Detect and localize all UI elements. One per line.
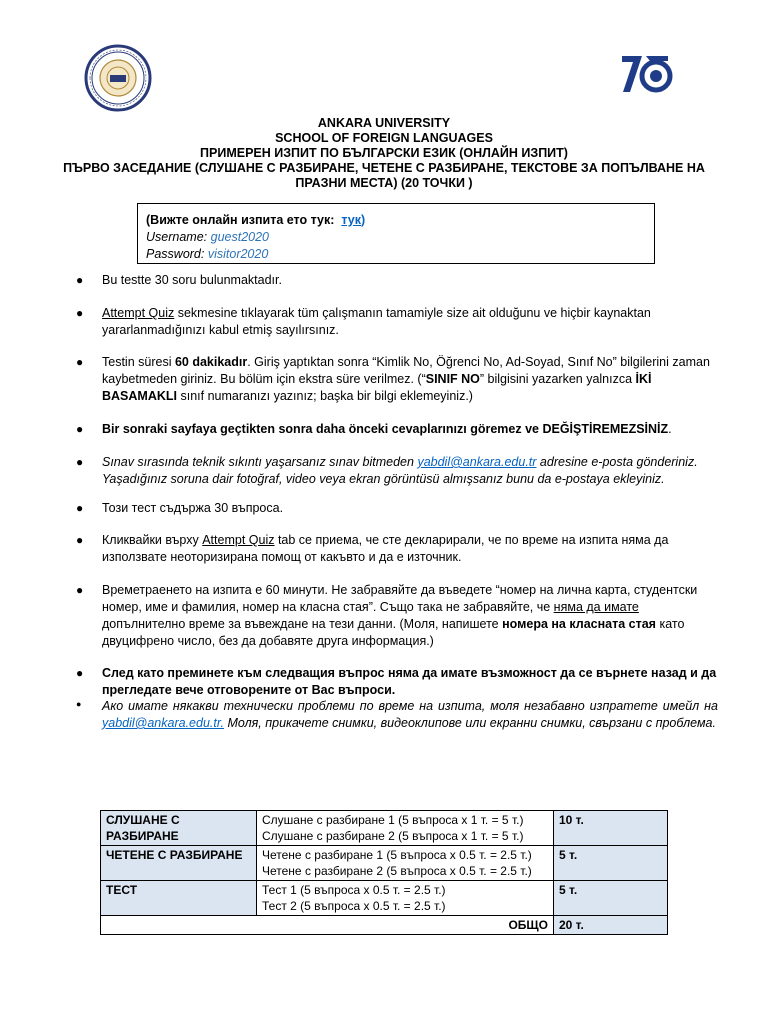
list-item bbox=[74, 421, 718, 438]
detail-line: Тест 1 (5 въпроса х 0.5 т. = 2.5 т.) bbox=[262, 883, 446, 897]
university-title: ANKARA UNIVERSITY bbox=[317, 116, 451, 130]
list-item bbox=[74, 582, 718, 650]
instruction-segment: допълнително време за въвеждане на тези данни. (Моля, напишете bbox=[102, 617, 503, 631]
bullet-icon: ● bbox=[76, 501, 84, 515]
password-label: Password: bbox=[146, 247, 205, 261]
instruction-segment: Времетраенето на изпита е 60 минути. Не забравяйте да въведете “номер на лична карта, студентски номер, име и фамилия, номер на класна стая”. Също така не забравяйте, че bbox=[102, 583, 698, 614]
instruction-text: След като преминете към следващия въпрос няма да имате възможност да се върнете назад и да прегледате вече отговорените от Вас въпроси. bbox=[102, 666, 717, 697]
instruction-text bbox=[102, 305, 718, 339]
access-close: ) bbox=[361, 213, 366, 227]
table-row bbox=[101, 881, 668, 916]
score-table bbox=[100, 810, 668, 935]
detail-line: Слушане с разбиране 1 (5 въпроса х 1 т. = 5 т.) bbox=[262, 813, 524, 827]
bullet-icon: ● bbox=[76, 533, 84, 547]
instruction-segment: Моля, прикачете снимки, видеоклипове или екранни снимки, свързани с проблема. bbox=[224, 716, 716, 730]
bullet-icon: ● bbox=[76, 273, 84, 287]
list-item bbox=[74, 272, 718, 289]
bullet-icon: ● bbox=[76, 666, 84, 680]
username-label: Username: bbox=[146, 230, 208, 244]
instruction-segment: Sınav sırasında teknik sıkıntı yaşarsanız sınav bitmeden bbox=[102, 455, 418, 469]
list-item bbox=[74, 454, 718, 488]
instruction-text bbox=[102, 454, 718, 488]
instruction-bold: İKİ BASAMAKLI bbox=[102, 372, 652, 403]
support-email-link-bg[interactable]: yabdil@ankara.edu.tr. bbox=[102, 716, 225, 730]
table-row bbox=[101, 811, 668, 846]
access-intro: (Вижте онлайн изпита ето тук: bbox=[146, 213, 335, 227]
instruction-text: Bu testte 30 soru bulunmaktadır. bbox=[102, 273, 282, 287]
instruction-segment: Testin süresi bbox=[102, 355, 175, 369]
exam-link[interactable]: тук bbox=[341, 213, 362, 227]
instruction-text bbox=[102, 354, 718, 405]
total-label: ОБЩО bbox=[101, 916, 554, 935]
instruction-segment: Ако имате някакви технически проблеми по време на изпита, моля незабавно изпратете имейл на bbox=[102, 699, 718, 713]
section-cell: ТЕСТ bbox=[101, 881, 257, 916]
points-cell: 5 т. bbox=[554, 881, 668, 916]
instruction-segment: . bbox=[668, 422, 672, 436]
instruction-bold: 60 dakikadır bbox=[174, 355, 248, 369]
instruction-segment: sekmesine tıklayarak tüm çalışmanın tamamiyle size ait olduğunu ve hiçbir kaynaktan yararlanmadığınızı kabul etmiş sayılırsınız. bbox=[102, 306, 651, 337]
anniversary-75-logo bbox=[620, 52, 674, 98]
total-points: 20 т. bbox=[554, 916, 668, 935]
bullet-icon: ● bbox=[76, 699, 82, 709]
access-intro-line bbox=[146, 212, 654, 229]
school-title: SCHOOL OF FOREIGN LANGUAGES bbox=[275, 131, 493, 145]
instruction-segment: Кликвайки върху bbox=[102, 533, 203, 547]
password-line bbox=[146, 246, 654, 263]
list-item bbox=[74, 532, 718, 566]
instruction-segment: като двуцифрено число, без да добавяте друга информация.) bbox=[102, 617, 685, 648]
instruction-text bbox=[102, 698, 718, 732]
instruction-text bbox=[102, 582, 718, 650]
list-item bbox=[74, 665, 718, 699]
instruction-bold: номера на класната стая bbox=[502, 617, 656, 631]
instruction-segment: sınıf numaranızı yazınız; başka bir bilgi eklemeyiniz.) bbox=[177, 389, 473, 403]
exam-title: ПРИМЕРЕН ИЗПИТ ПО БЪЛГАРСКИ ЕЗИК (ОНЛАЙН ИЗПИТ) bbox=[200, 146, 568, 160]
support-email-link[interactable]: yabdil@ankara.edu.tr bbox=[417, 455, 537, 469]
detail-line: Слушане с разбиране 2 (5 въпроса х 1 т. = 5 т.) bbox=[262, 829, 524, 843]
points-cell: 10 т. bbox=[554, 811, 668, 846]
detail-cell bbox=[257, 811, 554, 846]
table-row bbox=[101, 846, 668, 881]
username-line bbox=[146, 229, 654, 246]
detail-line: Четене с разбиране 2 (5 въпроса х 0.5 т. = 2.5 т.) bbox=[262, 864, 532, 878]
table-total-row bbox=[101, 916, 668, 935]
bullet-icon: ● bbox=[76, 355, 84, 369]
points-cell: 5 т. bbox=[554, 846, 668, 881]
list-item bbox=[74, 305, 718, 339]
instruction-segment: ” bilgisini yazarken yalnızca bbox=[479, 372, 636, 386]
section-cell: ЧЕТЕНЕ С РАЗБИРАНЕ bbox=[101, 846, 257, 881]
detail-line: Четене с разбиране 1 (5 въпроса х 0.5 т. = 2.5 т.) bbox=[262, 848, 532, 862]
instruction-segment: adresine e-posta gönderiniz. Yaşadığınız soruna dair fotoğraf, video veya ekran görüntüsü almışsanız bunu da e-postaya ekleyiniz. bbox=[102, 455, 698, 486]
attempt-quiz-link-bg[interactable]: Attempt Quiz bbox=[202, 533, 275, 547]
detail-cell bbox=[257, 846, 554, 881]
ankara-university-seal-logo bbox=[84, 44, 152, 112]
document-header bbox=[50, 116, 718, 191]
instruction-text bbox=[102, 532, 718, 566]
instruction-text: Този тест съдържа 30 въпроса. bbox=[102, 501, 284, 515]
detail-line: Тест 2 (5 въпроса х 0.5 т. = 2.5 т.) bbox=[262, 899, 446, 913]
instruction-bold: SINIF NO bbox=[425, 372, 480, 386]
bullet-icon: ● bbox=[76, 422, 84, 436]
section-cell: СЛУШАНЕ С РАЗБИРАНЕ bbox=[101, 811, 257, 846]
list-item bbox=[74, 500, 718, 517]
attempt-quiz-link[interactable]: Attempt Quiz bbox=[102, 306, 175, 320]
list-item bbox=[74, 354, 718, 405]
instruction-underline: няма да имате bbox=[553, 600, 639, 614]
bullet-icon: ● bbox=[76, 306, 84, 320]
instruction-text bbox=[102, 421, 718, 438]
password-value: visitor2020 bbox=[207, 247, 269, 261]
username-value: guest2020 bbox=[210, 230, 270, 244]
list-item bbox=[74, 698, 718, 732]
exam-access-box bbox=[137, 203, 655, 264]
instruction-bold: Bir sonraki sayfaya geçtikten sonra daha önceki cevaplarınızı göremez ve DEĞİŞTİREMEZSİNİZ bbox=[102, 422, 669, 436]
instruction-segment: tab се приема, че сте декларирали, че по време на изпита няма да използвате неоторизирана помощ от какъвто и да е източник. bbox=[102, 533, 669, 564]
detail-cell bbox=[257, 881, 554, 916]
bullet-icon: ● bbox=[76, 583, 84, 597]
session-title: ПЪРВО ЗАСЕДАНИЕ (СЛУШАНЕ С РАЗБИРАНЕ, ЧЕТЕНЕ С РАЗБИРАНЕ, ТЕКСТОВЕ ЗА ПОПЪЛВАНЕ НА ПРАЗНИ МЕСТА) (20 ТОЧКИ ) bbox=[63, 161, 705, 190]
bullet-icon: ● bbox=[76, 455, 84, 469]
instruction-segment: . Giriş yaptıktan sonra “Kimlik No, Öğrenci No, Ad-Soyad, Sınıf No” bilgilerini zaman kaybetmeden giriniz. Bu bölüm için ekstra süre verilmez. (“ bbox=[102, 355, 710, 386]
